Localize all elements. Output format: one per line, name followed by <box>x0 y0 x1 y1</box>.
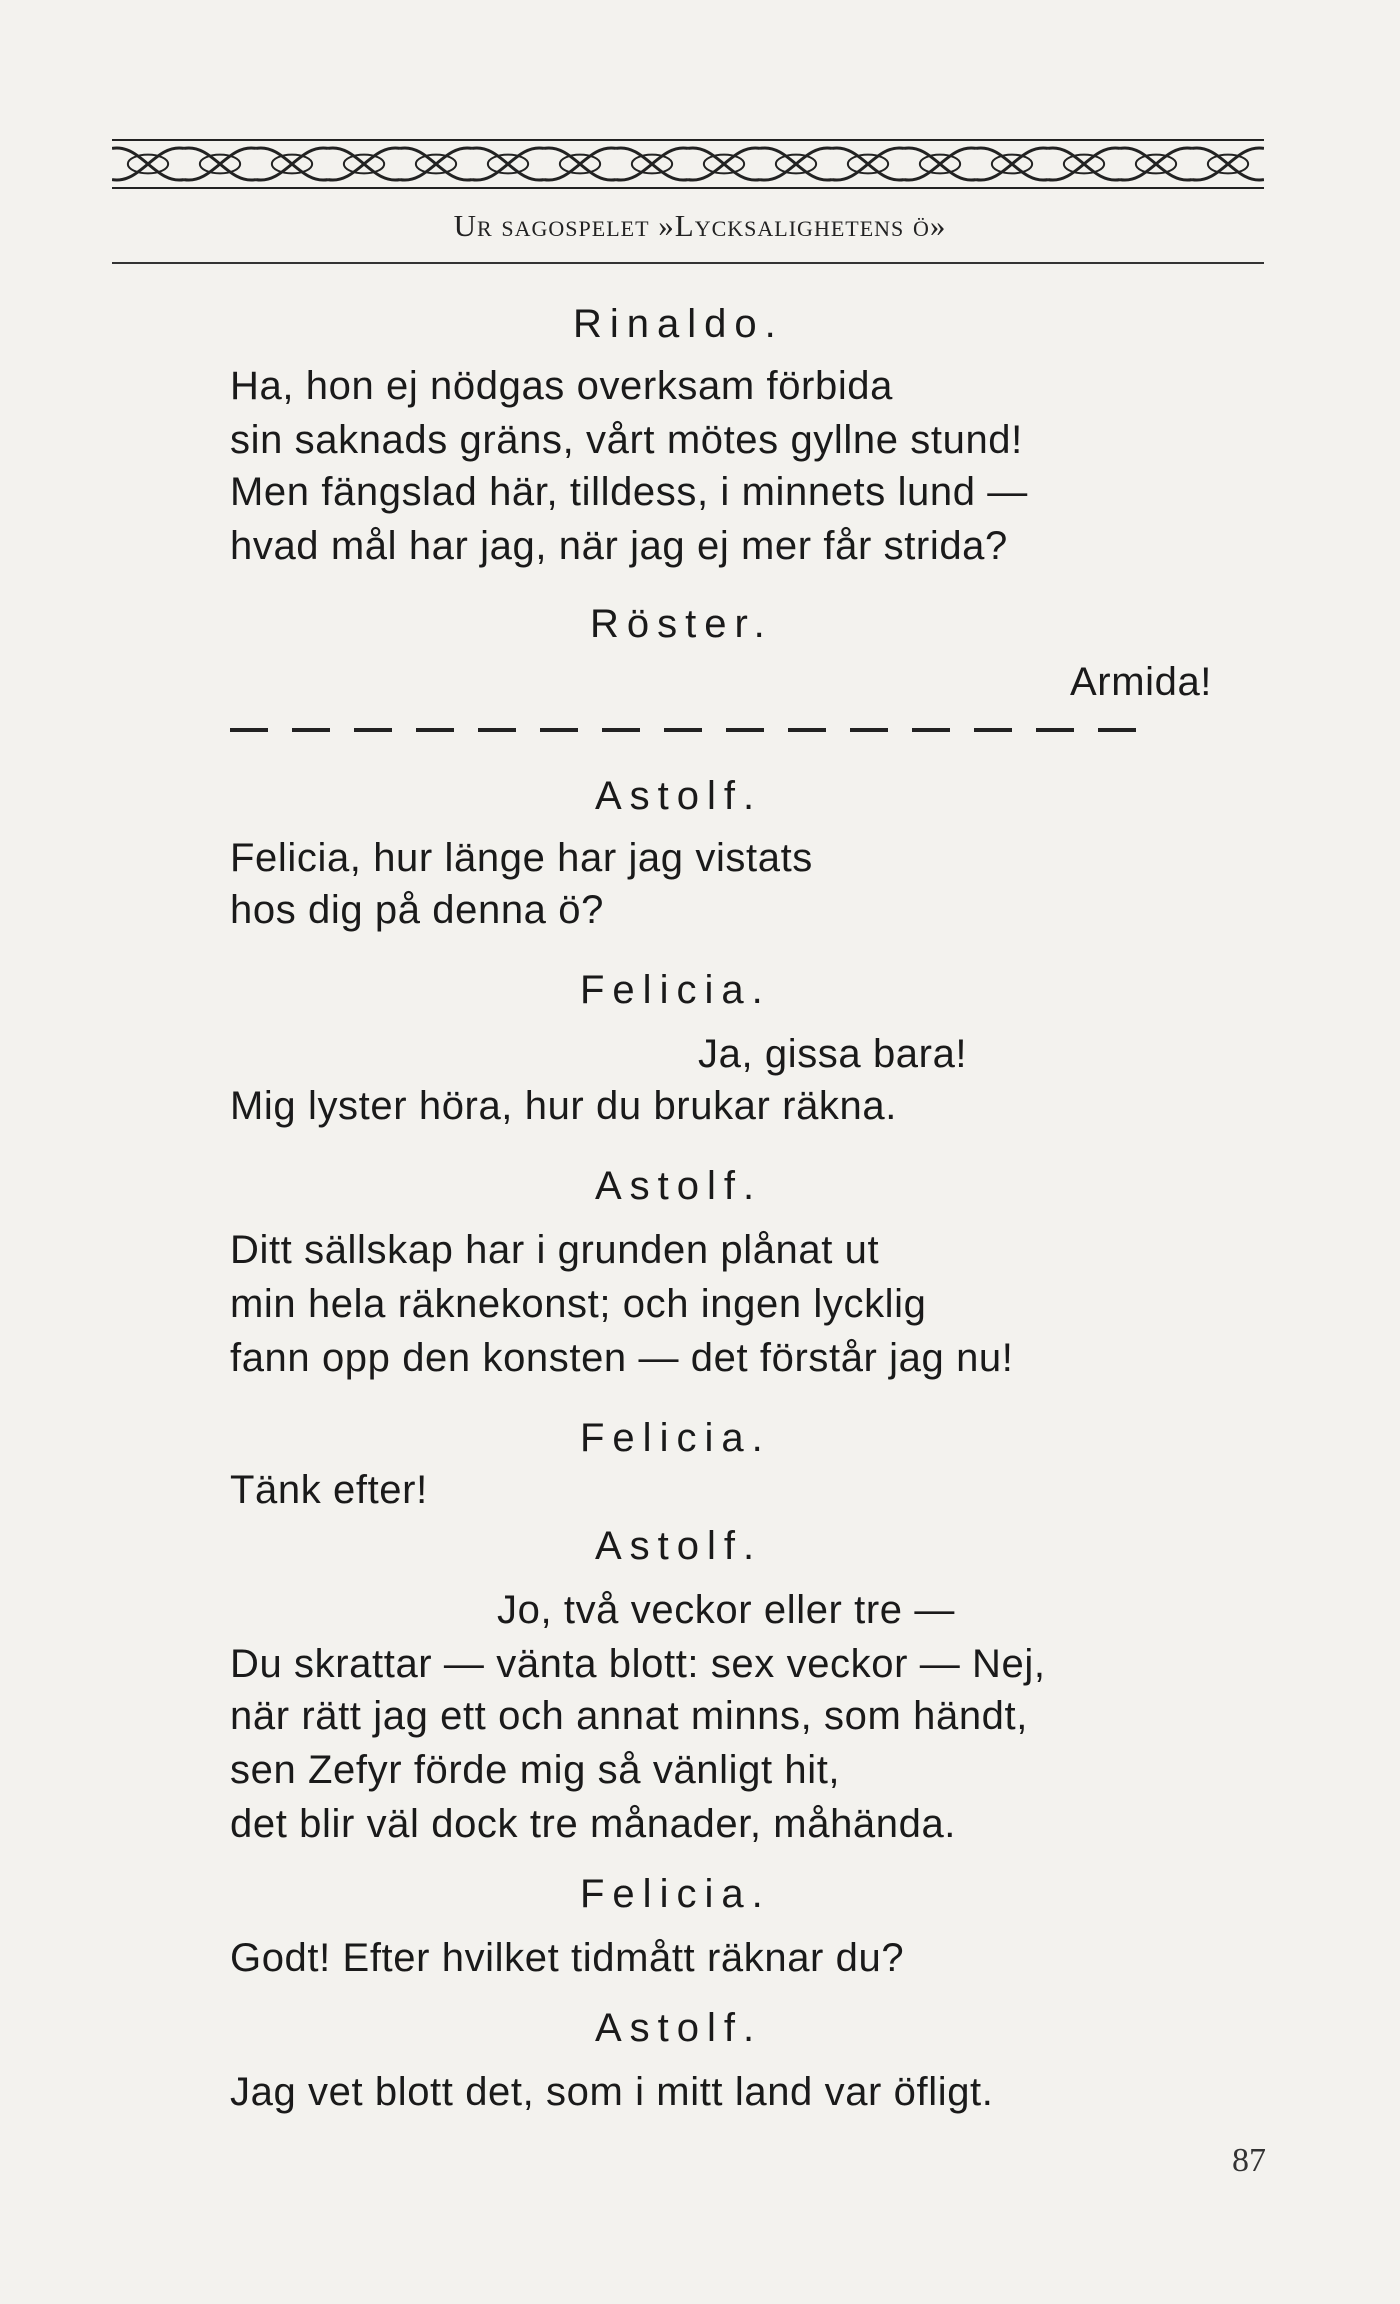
speaker-name: Astolf. <box>595 1524 763 1568</box>
verse-line: min hela räknekonst; och ingen lycklig <box>230 1282 927 1326</box>
speaker-name: Rinaldo. <box>573 302 784 346</box>
verse-line: Ha, hon ej nödgas overksam förbida <box>230 364 893 408</box>
speaker-name: Felicia. <box>580 1416 771 1460</box>
verse-line: Ditt sällskap har i grunden plånat ut <box>230 1228 880 1272</box>
page-number: 87 <box>1232 2142 1266 2179</box>
verse-line: Godt! Efter hvilket tidmått räknar du? <box>230 1936 905 1980</box>
speaker-name: Astolf. <box>595 1164 763 1208</box>
verse-line: Men fängslad här, tilldess, i minnets lund — <box>230 470 1028 514</box>
speaker-name: Astolf. <box>595 774 763 818</box>
verse-line: Ja, gissa bara! <box>698 1032 968 1076</box>
verse-line: Armida! <box>1070 660 1213 704</box>
verse-line: Mig lyster höra, hur du brukar räkna. <box>230 1084 897 1128</box>
verse-line: det blir väl dock tre månader, måhända. <box>230 1802 957 1846</box>
running-head: Ur sagospelet »Lycksalighetens ö» <box>453 208 947 243</box>
verse-line: hvad mål har jag, när jag ej mer får strida? <box>230 524 1008 568</box>
speaker-name: Astolf. <box>595 2006 763 2050</box>
verse-line: hos dig på denna ö? <box>230 888 604 932</box>
verse-line: Jo, två veckor eller tre — <box>497 1588 955 1632</box>
verse-line: Felicia, hur länge har jag vistats <box>230 836 813 880</box>
verse-line: Jag vet blott det, som i mitt land var öfligt. <box>230 2070 994 2114</box>
verse-line: när rätt jag ett och annat minns, som händt, <box>230 1694 1028 1738</box>
verse-line: sin saknads gräns, vårt mötes gyllne stund! <box>230 418 1023 462</box>
header-rule <box>112 262 1264 264</box>
speaker-name: Röster. <box>590 602 773 646</box>
verse-line: sen Zefyr förde mig så vänligt hit, <box>230 1748 841 1792</box>
speaker-name: Felicia. <box>580 968 771 1012</box>
decorative-ornament-band <box>112 138 1264 190</box>
verse-line: fann opp den konsten — det förstår jag nu! <box>230 1336 1014 1380</box>
verse-line: Tänk efter! <box>230 1468 428 1512</box>
speaker-name: Felicia. <box>580 1872 771 1916</box>
dash-rule <box>230 728 1142 732</box>
verse-line: Du skrattar — vänta blott: sex veckor — Nej, <box>230 1642 1046 1686</box>
